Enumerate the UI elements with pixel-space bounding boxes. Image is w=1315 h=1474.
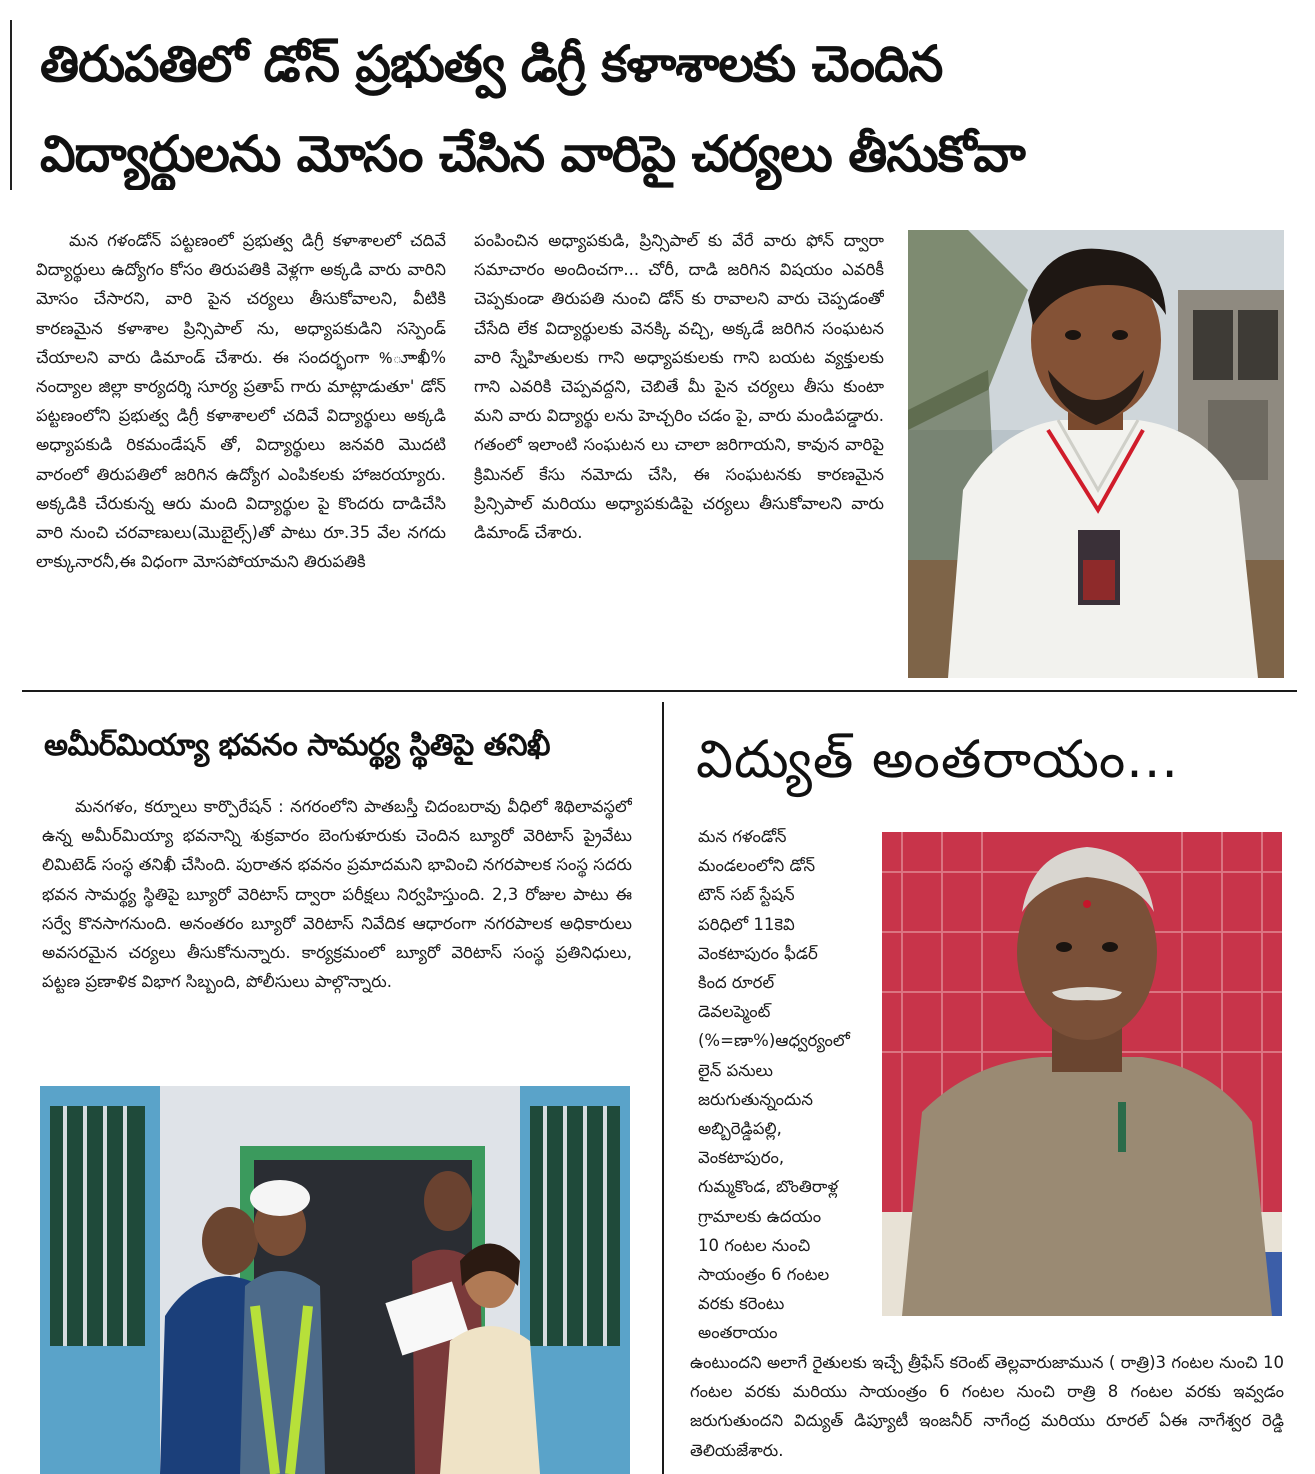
narrow-line: లైన్ పనులు [698, 1060, 773, 1080]
narrow-line: గుమ్మకొండ, బొంతిరాళ్ల [698, 1177, 839, 1197]
top-headline-line1: తిరుపతిలో డోన్ ప్రభుత్వ డిగ్రీ కళాశాలకు చెందిన [40, 35, 943, 93]
narrow-line: జరుగుతున్నందున [698, 1089, 813, 1109]
young-man-portrait-image [908, 230, 1284, 678]
narrow-line: సాయంత్రం 6 గంటల [698, 1265, 830, 1285]
narrow-line: వెంకటాపురం ఫీడర్ [698, 943, 818, 963]
narrow-line: వెంకటాపురం, [698, 1148, 785, 1168]
section-divider [22, 690, 1297, 692]
top-story-photo [908, 230, 1284, 678]
right-story-headline: విద్యుత్ అంతరాయం... [696, 730, 1179, 790]
left-rule [10, 20, 12, 190]
left-story-headline: అమీర్‌మియ్యా భవనం సామర్థ్య స్థితిపై తనిఖీ [44, 728, 551, 763]
right-story-narrow-column [698, 822, 876, 1348]
narrow-line: డెవలప్మెంట్ [698, 1002, 771, 1022]
right-story-photo [882, 832, 1282, 1316]
left-story-photo [40, 1086, 630, 1474]
narrow-line: అబ్బిరెడ్డిపల్లి, [698, 1119, 782, 1139]
narrow-line: మన గళండోన్ [698, 827, 787, 846]
officer-portrait-image [882, 832, 1282, 1316]
narrow-line: గ్రామాలకు ఉదయం [698, 1206, 822, 1226]
narrow-line: అంతరాయం [698, 1323, 778, 1343]
top-story-column-2: పంపించిన అధ్యాపకుడి, ప్రిన్సిపాల్ కు వేరే వారు ఫోన్ ద్వారా సమాచారం అందించగా... చోరీ, దాడి జరిగిన విషయం ఎవరికీ చెప్పకుండా తిరుపతి నుంచి డోన్ కు రావాలని వారు చెప్పడంతో చేసేది లేక విద్యార్థులకు వెనక్కి వచ్చి, అక్కడే జరిగిన సంఘటన వారి స్నేహితులకు గాని అధ్యాపకులకు గాని బయట వ్యక్తులకు గాని ఎవరికి చెప్పవద్దని, చెబితే మీ పైన చర్యలు తీసు కుంటా మని వారు విద్యార్థు లను హెచ్చరిం చడం పై, వారు మండిపడ్డారు. గతంలో ఇలాంటి సంఘటన లు చాలా జరిగాయని, కావున వారిపై క్రిమినల్ కేసు నమోదు చేసి, ఈ సంఘటనకు కారణమైన ప్రిన్సిపాల్ మరియు అధ్యాపకుడిపై చర్యలు తీసుకోవాలని వారు డిమాండ్ చేశారు. [474, 231, 884, 543]
top-headline-line2: విద్యార్థులను మోసం చేసిన వారిపై చర్యలు తీసుకోవా [40, 125, 1025, 183]
right-story-wide-text: ఉంటుందని అలాగే రైతులకు ఇచ్చే త్రీఫేస్ కరెంట్ తెల్లవారుజామున ( రాత్రి)3 గంటల నుంచి 10 గంటల వరకు మరియు సాయంత్రం 6 గంటల నుంచి రాత్రి 8 గంటల వరకు ఇవ్వడం జరుగుతుందని విద్యుత్ డిప్యూటీ ఇంజనీర్ నాగేంద్ర మరియు రూరల్ ఏఈ నాగేశ్వర రెడ్డి తెలియజేశారు. [690, 1353, 1284, 1460]
top-story-column-1: మన గళండోన్ పట్టణంలో ప్రభుత్వ డిగ్రీ కళాశాలలో చదివే విద్యార్థులు ఉద్యోగం కోసం తిరుపతికి వెళ్లగా అక్కడి వారు వారిని మోసం చేసారని, వారి పైన చర్యలు తీసుకోవాలని, వీటికి కారణమైన కళాశాల ప్రిన్సిపాల్ ను, అధ్యాపకుడిని సస్పెండ్ చేయాలని వారు డిమాండ్ చేశారు. ఈ సందర్భంగా %ూాఖీ% నంద్యాల జిల్లా కార్యదర్శి సూర్య ప్రతాప్ గారు మాట్లాడుతూ' డోన్ పట్టణంలోని ప్రభుత్వ డిగ్రీ కళాశాలలో చదివే విద్యార్థులు అక్కడి అధ్యాపకుడి రికమండేషన్ తో, విద్యార్థులు జనవరి మొదటి వారంలో తిరుపతిలో జరిగిన ఉద్యోగ ఎంపికలకు హాజరయ్యారు. అక్కడికి చేరుకున్న ఆరు మంది విద్యార్థుల పై కొందరు దాడిచేసి వారి నుంచి చరవాణులు(మొబైల్స్)తో పాటు రూ.35 వేల నగదు లాక్కునారనీ,ఈ విధంగా మోసపోయామని తిరుపతికి [36, 231, 446, 572]
narrow-line: పరిధిలో 11కెవి [698, 914, 795, 934]
column-divider [662, 702, 664, 1474]
narrow-line: టౌన్ సబ్ స్టేషన్ [698, 885, 795, 905]
narrow-line: 10 గంటల నుంచి [698, 1235, 811, 1255]
narrow-line: వరకు కరెంటు [698, 1294, 785, 1314]
inspection-team-image [40, 1086, 630, 1474]
narrow-line: (%=ణా%)ఆధ్వర్యంలో [698, 1031, 850, 1051]
narrow-line: కింద రూరల్ [698, 973, 775, 993]
left-story-body: మనగళం, కర్నూలు కార్పొరేషన్ : నగరంలోని పాతబస్తీ చిదంబరావు వీధిలో శిథిలావస్థలో ఉన్న అమీర్‌మియ్యా భవనాన్ని శుక్రవారం బెంగుళూరుకు చెందిన బ్యూరో వెరిటాస్ ప్రైవేటు లిమిటెడ్ సంస్థ తనిఖీ చేసింది. పురాతన భవనం ప్రమాదమని భావించి నగరపాలక సంస్థ సదరు భవన సామర్థ్య స్థితిపై బ్యూరో వెరిటాస్ ద్వారా పరీక్షలు నిర్వహిస్తుంది. 2,3 రోజుల పాటు ఈ సర్వే కొనసాగనుంది. అనంతరం బ్యూరో వెరిటాస్ నివేదిక ఆధారంగా నగరపాలక అధికారులు అవసరమైన చర్యలు తీసుకోనున్నారు. కార్యక్రమంలో బ్యూరో వెరిటాస్ సంస్థ ప్రతినిధులు, పట్టణ ప్రణాళిక విభాగ సిబ్బంది, పోలీసులు పాల్గొన్నారు. [42, 797, 632, 992]
narrow-line: మండలంలోని డోన్ [698, 856, 816, 876]
